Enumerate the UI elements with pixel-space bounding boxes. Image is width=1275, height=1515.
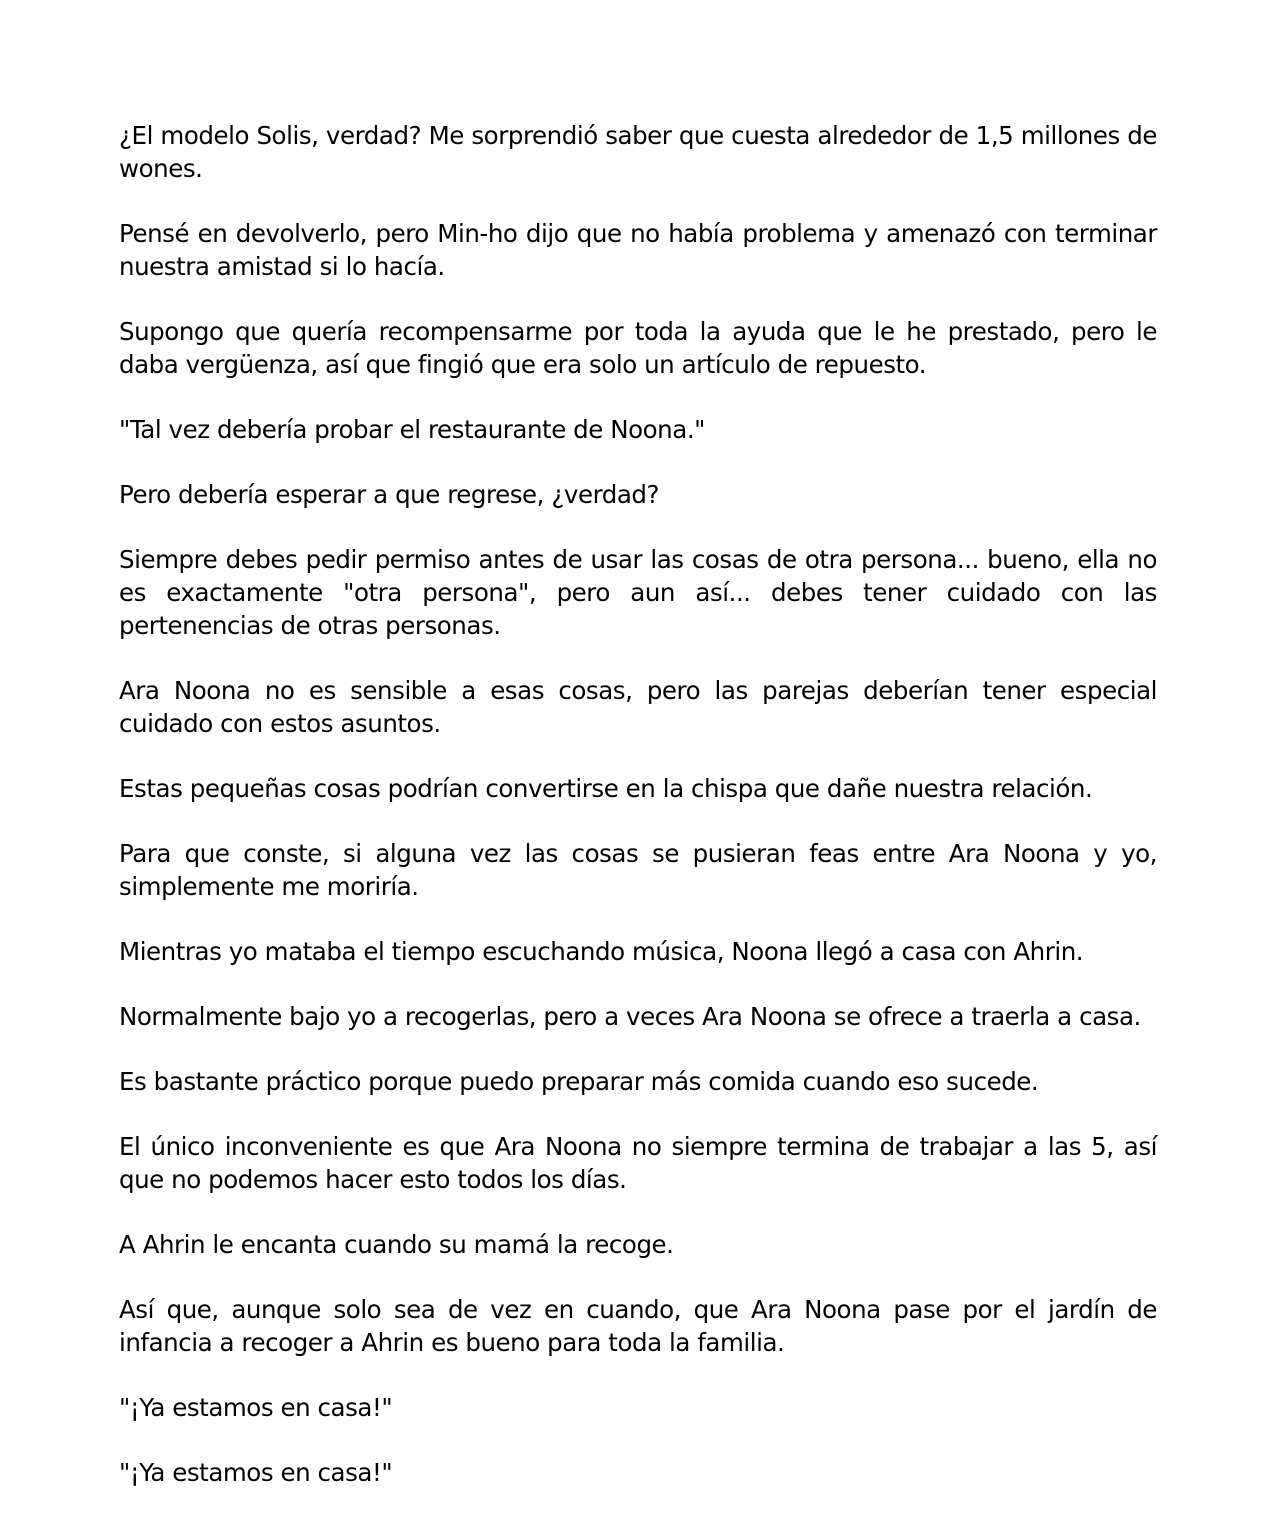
paragraph: "¡Ya estamos en casa!" [119, 1458, 393, 1487]
paragraph: "Tal vez debería probar el restaurante de Noona." [119, 415, 705, 444]
paragraph: ¿El modelo Solis, verdad? Me sorprendió saber que cuesta alrededor de 1,5 millones de wones. [119, 121, 1157, 183]
paragraph: A Ahrin le encanta cuando su mamá la recoge. [119, 1230, 674, 1259]
paragraph: Pensé en devolverlo, pero Min-ho dijo que no había problema y amenazó con terminar nuestra amistad si lo hacía. [119, 219, 1157, 281]
paragraph: Supongo que quería recompensarme por toda la ayuda que le he prestado, pero le daba vergüenza, así que fingió que era solo un artículo de repuesto. [119, 317, 1157, 379]
paragraph: Mientras yo mataba el tiempo escuchando música, Noona llegó a casa con Ahrin. [119, 937, 1084, 966]
paragraph: "¡Ya estamos en casa!" [119, 1393, 393, 1422]
paragraph: Estas pequeñas cosas podrían convertirse en la chispa que dañe nuestra relación. [119, 774, 1093, 803]
paragraph: El único inconveniente es que Ara Noona no siempre termina de trabajar a las 5, así que no podemos hacer esto todos los días. [119, 1132, 1157, 1194]
paragraph: Pero debería esperar a que regrese, ¿verdad? [119, 480, 660, 509]
paragraph: Así que, aunque solo sea de vez en cuando, que Ara Noona pase por el jardín de infancia a recoger a Ahrin es bueno para toda la familia. [119, 1295, 1157, 1357]
paragraph: Ara Noona no es sensible a esas cosas, pero las parejas deberían tener especial cuidado con estos asuntos. [119, 676, 1157, 738]
paragraph: Normalmente bajo yo a recogerlas, pero a veces Ara Noona se ofrece a traerla a casa. [119, 1002, 1141, 1031]
paragraph: Para que conste, si alguna vez las cosas se pusieran feas entre Ara Noona y yo, simplemente me moriría. [119, 839, 1157, 901]
paragraph: Es bastante práctico porque puedo preparar más comida cuando eso sucede. [119, 1067, 1039, 1096]
document-page [119, 119, 1157, 1489]
paragraph: Siempre debes pedir permiso antes de usar las cosas de otra persona... bueno, ella no es exactamente "otra persona", pero aun así... debes tener cuidado con las pertenencias de otras personas. [119, 545, 1157, 640]
